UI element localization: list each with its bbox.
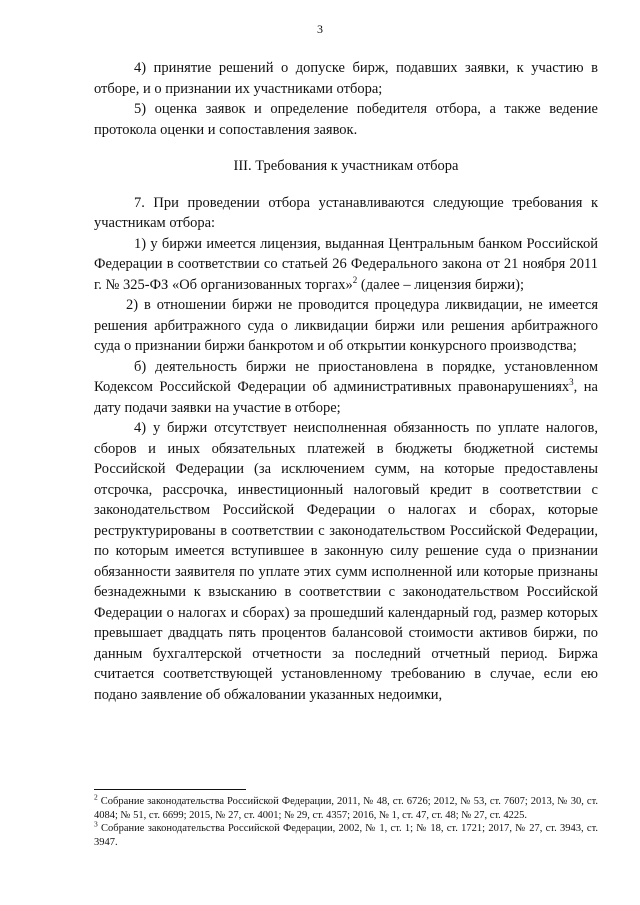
footnotes — [94, 792, 598, 849]
requirement-2: 2) в отношении биржи не проводится процедура ликвидации, не имеется решения арбитражного суда о ликвидации биржи или решения арбитражного суда о признании биржи банкротом и об открытии конкурсного производства; — [94, 297, 598, 354]
list-item-4: 4) принятие решений о допуске бирж, подавших заявки, к участию в отборе, и о признании их участниками отбора; — [94, 60, 598, 97]
footnote-text: Собрание законодательства Российской Федерации, 2002, № 1, ст. 1; № 18, ст. 1721; 2017, № 27, ст. 3943, ст. 3947. — [94, 823, 598, 848]
footnote-separator — [94, 789, 246, 790]
requirement-3-text: б) деятельность биржи не приостановлена в порядке, установленном Кодексом Российской Федерации об административных правонарушениях — [94, 358, 598, 395]
footnote-ref-3: 3 — [569, 377, 574, 388]
paragraph-7: 7. При проведении отбора устанавливаются следующие требования к участникам отбора: — [94, 194, 598, 231]
requirement-3-tail: , на дату подачи заявки на участие в отборе; — [94, 379, 598, 416]
requirement-1 — [94, 234, 598, 296]
document-body — [94, 58, 598, 705]
requirement-1-tail: (далее – лицензия биржи); — [357, 276, 524, 293]
footnote-mark: 3 — [94, 819, 98, 829]
list-item-5: 5) оценка заявок и определение победителя отбора, а также ведение протокола оценки и сопоставления заявок. — [94, 101, 598, 138]
footnote-3 — [94, 819, 598, 849]
requirement-3 — [94, 357, 598, 419]
footnote-ref-2: 2 — [352, 274, 358, 285]
page-number: 3 — [317, 22, 323, 36]
footnote-2 — [94, 792, 598, 822]
requirement-1-text: 1) у биржи имеется лицензия, выданная Центральным банком Российской Федерации в соответствии со статьей 26 Федерального закона от 21 ноября 2011 г. № 325-ФЗ «Об организованных торгах» — [94, 235, 598, 293]
requirement-4: 4) у биржи отсутствует неисполненная обязанность по уплате налогов, сборов и иных обязательных платежей в бюджеты бюджетной системы Российской Федерации (за исключением сумм, на которые предоставлены отсрочка, рассрочка, инвестиционный налоговый кредит в соответствии с законодательством Российской Федерации о налогах и сборах, которые реструктурированы в соответствии с законодательством Российской Федерации, по которым имеется вступившее в законную силу решение суда о признании обязанности заявителя по уплате этих сумм исполненной или которые признаны безнадежными к взысканию в соответствии с законодательством Российской Федерации о налогах и сборах) за прошедший календарный год, размер которых превышает двадцать пять процентов балансовой стоимости активов биржи, по данным бухгалтерской отчетности за последний отчетный период. Биржа считается соответствующей установленному требованию в случае, если ею подано заявление об обжаловании указанных недоимки, — [94, 420, 598, 703]
section-heading: III. Требования к участникам отбора — [233, 158, 459, 174]
footnote-mark: 2 — [94, 792, 98, 802]
footnote-text: Собрание законодательства Российской Федерации, 2011, № 48, ст. 6726; 2012, № 53, ст. 7607; 2013, № 30, ст. 4084; № 51, ст. 6699; 2015, № 27, ст. 4001; № 29, ст. 4357; 2016, № 1, ст. 47, ст. 48; № 27, ст. 4225. — [94, 796, 598, 821]
